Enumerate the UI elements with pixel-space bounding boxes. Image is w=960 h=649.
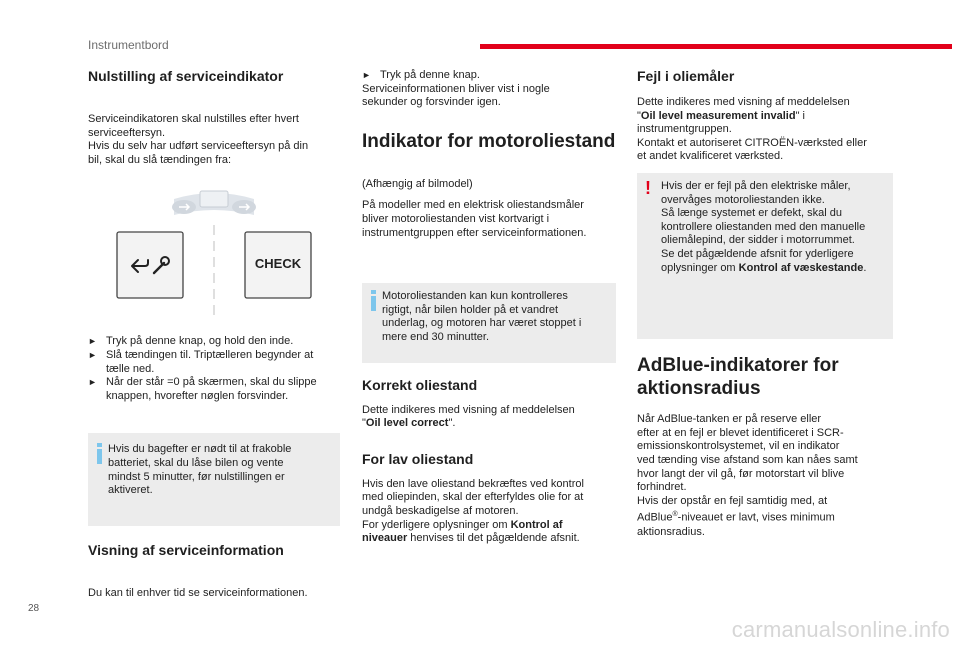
list-item: ► Tryk på denne knap, og hold den inde. <box>88 335 294 348</box>
info-box-battery: Hvis du bagefter er nødt til at frakoble batteriet, skal du låse bilen og vente mindst 5 minutter, før nulstillingen er aktiveret. <box>88 433 340 525</box>
info-box-oil-level: Motoroliestanden kan kun kontrolleres rigtigt, når bilen holder på et vandret underlag, og motoren har været stoppet i mere end 30 minutter. <box>362 283 616 362</box>
correct-oil-text: Dette indikeres med visning af meddelelsen "Oil level correct". <box>362 403 575 430</box>
pointer-icon: ► <box>88 349 97 360</box>
column-right <box>637 68 893 539</box>
section-label: Instrumentbord <box>88 38 169 52</box>
dashboard-button-illustration <box>88 185 340 331</box>
page-number: 28 <box>28 603 40 614</box>
adblue-text: Når AdBlue-tanken er på reserve eller efter at en fejl er blevet identificeret i SCR- emissionskontrolsystemet, vil en indikator ved tænding vise afstand som kan nåes samt hvor langt der vil gå, før motorstart vil blive forhindret. Hvis der opstår en fejl samtidig med, at AdBlue®-niveauet er lavt, vises minimum aktionsradius. <box>637 413 858 538</box>
heading-reset-service: Nulstilling af serviceindikator <box>88 68 284 84</box>
list-item: ► Når der står =0 på skærmen, skal du slippe knappen, hvorefter nøglen forsvinder. <box>88 376 317 402</box>
heading-low-oil: For lav oliestand <box>362 450 474 467</box>
heading-correct-oil: Korrekt oliestand <box>362 376 478 393</box>
list-item: ► Slå tændingen til. Triptælleren begynder at tælle ned. <box>88 348 314 375</box>
oil-gauge-fault-text: Dette indikeres med visning af meddelelsen "Oil level measurement invalid" i instrumentgruppen. Kontakt et autoriseret CITROËN-værksted eller et andet kvalificeret værksted. <box>637 96 867 163</box>
heading-service-info: Visning af serviceinformation <box>88 541 284 558</box>
service-display-step <box>362 69 616 83</box>
heading-adblue: AdBlue-indikatorer for aktionsradius <box>637 355 839 400</box>
info-icon <box>95 443 104 464</box>
watermark: carmanualsonline.info <box>731 617 950 642</box>
low-oil-text: Hvis den lave oliestand bekræftes ved kontrol med oliepinden, skal der efterfyldes olie for at undgå beskadigelse af motoren. For yderligere oplysninger om Kontrol af niveauer henvises til det pågældende afsnit. <box>362 477 584 545</box>
pointer-icon: ► <box>362 70 371 80</box>
heading-oil-gauge-fault: Fejl i oliemåler <box>637 68 735 84</box>
column-left <box>88 68 340 600</box>
service-info-text: Du kan til enhver tid se serviceinformationen. <box>88 586 308 599</box>
pointer-icon: ► <box>88 377 97 388</box>
list-item: ► Tryk på denne knap. <box>362 69 480 81</box>
section-accent-bar <box>480 44 952 49</box>
service-display-text: Serviceinformationen bliver vist i nogle sekunder og forsvinder igen. <box>362 82 550 109</box>
column-middle <box>362 69 616 546</box>
check-button-label: CHECK <box>254 256 302 272</box>
reset-steps <box>88 335 340 403</box>
reset-wrench-icon <box>128 253 172 277</box>
heading-oil-indicator: Indikator for motoroliestand <box>362 130 616 152</box>
info-icon <box>369 290 378 311</box>
warning-icon: ! <box>645 177 651 198</box>
model-note: (Afhængig af bilmodel) <box>362 177 473 190</box>
oil-indicator-text: På modeller med en elektrisk oliestandsmåler bliver motoroliestanden vist kortvarigt i instrumentgruppen efter serviceinformationen. <box>362 199 587 239</box>
reset-intro: Serviceindikatoren skal nulstilles efter hvert serviceeftersyn. Hvis du selv har udført serviceeftersyn på din bil, skal du slå tændingen fra: <box>88 113 309 166</box>
registered-mark: ® <box>672 511 678 519</box>
warning-box-oil-gauge: ! Hvis der er fejl på den elektriske måler, overvåges motoroliestanden ikke. Så længe systemet er defekt, skal du kontrollere oliestanden med den manuelle oliemålepind, der sidder i motorrummet. Se det pågældende afsnit for yderligere oplysninger om Kontrol af væskestande. <box>637 173 893 339</box>
pointer-icon: ► <box>88 336 97 347</box>
